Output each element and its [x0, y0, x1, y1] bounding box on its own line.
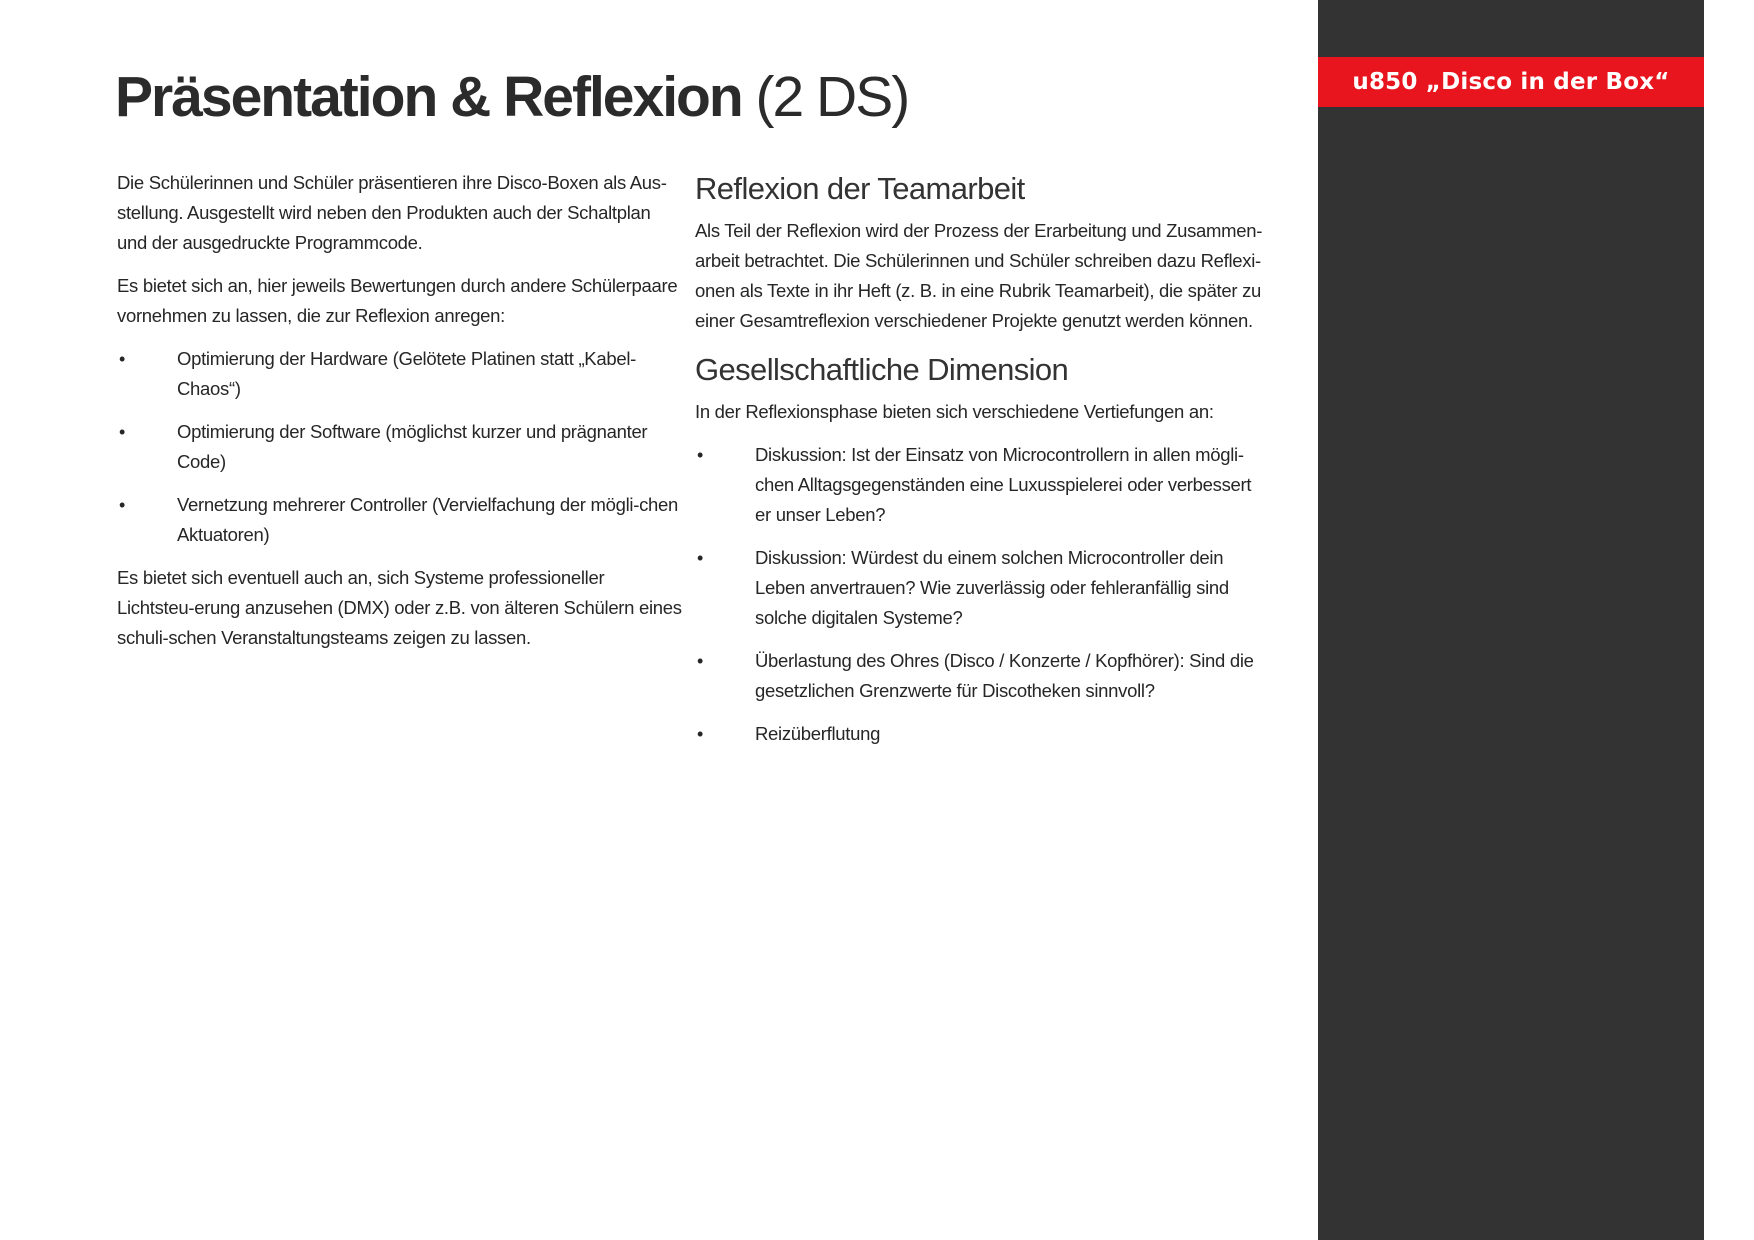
list-item-text: Reizüberflutung: [755, 723, 881, 744]
list-item: [117, 490, 683, 550]
list-item: [695, 543, 1265, 633]
list-item-text: Vernetzung mehrerer Controller (Vervielfachung der mögli-chen Aktuatoren): [177, 494, 678, 545]
section-heading-society: Gesellschaftliche Dimension: [695, 352, 1069, 387]
title-word-1: Präsentation: [115, 65, 437, 129]
bullet-icon: •: [697, 724, 704, 744]
page-title: [115, 62, 908, 132]
bullet-icon: •: [697, 651, 704, 671]
bullet-list: [695, 440, 1265, 749]
list-item: [117, 344, 683, 404]
bullet-icon: •: [119, 422, 126, 442]
title-ampersand: &: [436, 65, 504, 129]
list-item-text: Optimierung der Software (möglichst kurzer und prägnanter Code): [177, 421, 648, 472]
list-item-text: Diskussion: Würdest du einem solchen Microcontroller dein Leben anvertrauen? Wie zuverlässig oder fehleranfällig sind solche digitalen Systeme?: [755, 547, 1229, 628]
list-item: [117, 417, 683, 477]
paragraph: In der Reflexionsphase bieten sich verschiedene Vertiefungen an:: [695, 401, 1214, 422]
left-column: [117, 168, 683, 666]
list-item: [695, 719, 1265, 749]
bullet-icon: •: [119, 495, 126, 515]
list-item: [695, 646, 1265, 706]
paragraph: Als Teil der Reflexion wird der Prozess der Erarbeitung und Zusammen-arbeit betrachtet. Die Schülerinnen und Schüler schreiben dazu Reflexi-onen als Texte in ihr Heft (z. B. in eine Rubrik Teamarbeit), die später zu einer Gesamtreflexion verschiedener Projekte genutzt werden können.: [695, 220, 1263, 331]
sidebar-panel: [1318, 0, 1704, 1240]
bullet-icon: •: [119, 349, 126, 369]
paragraph: Die Schülerinnen und Schüler präsentieren ihre Disco-Boxen als Aus-stellung. Ausgestellt wird neben den Produkten auch der Schaltplan und der ausgedruckte Programmcode.: [117, 172, 667, 253]
list-item: [695, 440, 1265, 530]
title-word-2: Reflexion: [503, 65, 742, 129]
bullet-list: [117, 344, 683, 550]
title-duration: (2 DS): [741, 65, 909, 129]
section-heading-teamwork: Reflexion der Teamarbeit: [695, 171, 1025, 206]
bullet-icon: •: [697, 445, 704, 465]
list-item-text: Optimierung der Hardware (Gelötete Platinen statt „Kabel-Chaos“): [177, 348, 636, 399]
list-item-text: Überlastung des Ohres (Disco / Konzerte / Kopfhörer): Sind die gesetzlichen Grenzwerte für Discotheken sinnvoll?: [755, 650, 1254, 701]
bullet-icon: •: [697, 548, 704, 568]
right-column: [695, 168, 1265, 762]
list-item-text: Diskussion: Ist der Einsatz von Microcontrollern in allen mögli-chen Alltagsgegenständen eine Luxusspielerei oder verbessert er unser Leben?: [755, 444, 1252, 525]
paragraph: Es bietet sich an, hier jeweils Bewertungen durch andere Schülerpaare vornehmen zu lassen, die zur Reflexion anregen:: [117, 275, 678, 326]
paragraph: Es bietet sich eventuell auch an, sich Systeme professioneller Lichtsteu-erung anzusehen (DMX) oder z.B. von älteren Schülern eines schuli-schen Veranstaltungsteams zeigen zu lassen.: [117, 567, 682, 648]
unit-badge: u850 „Disco in der Box“: [1318, 57, 1704, 107]
